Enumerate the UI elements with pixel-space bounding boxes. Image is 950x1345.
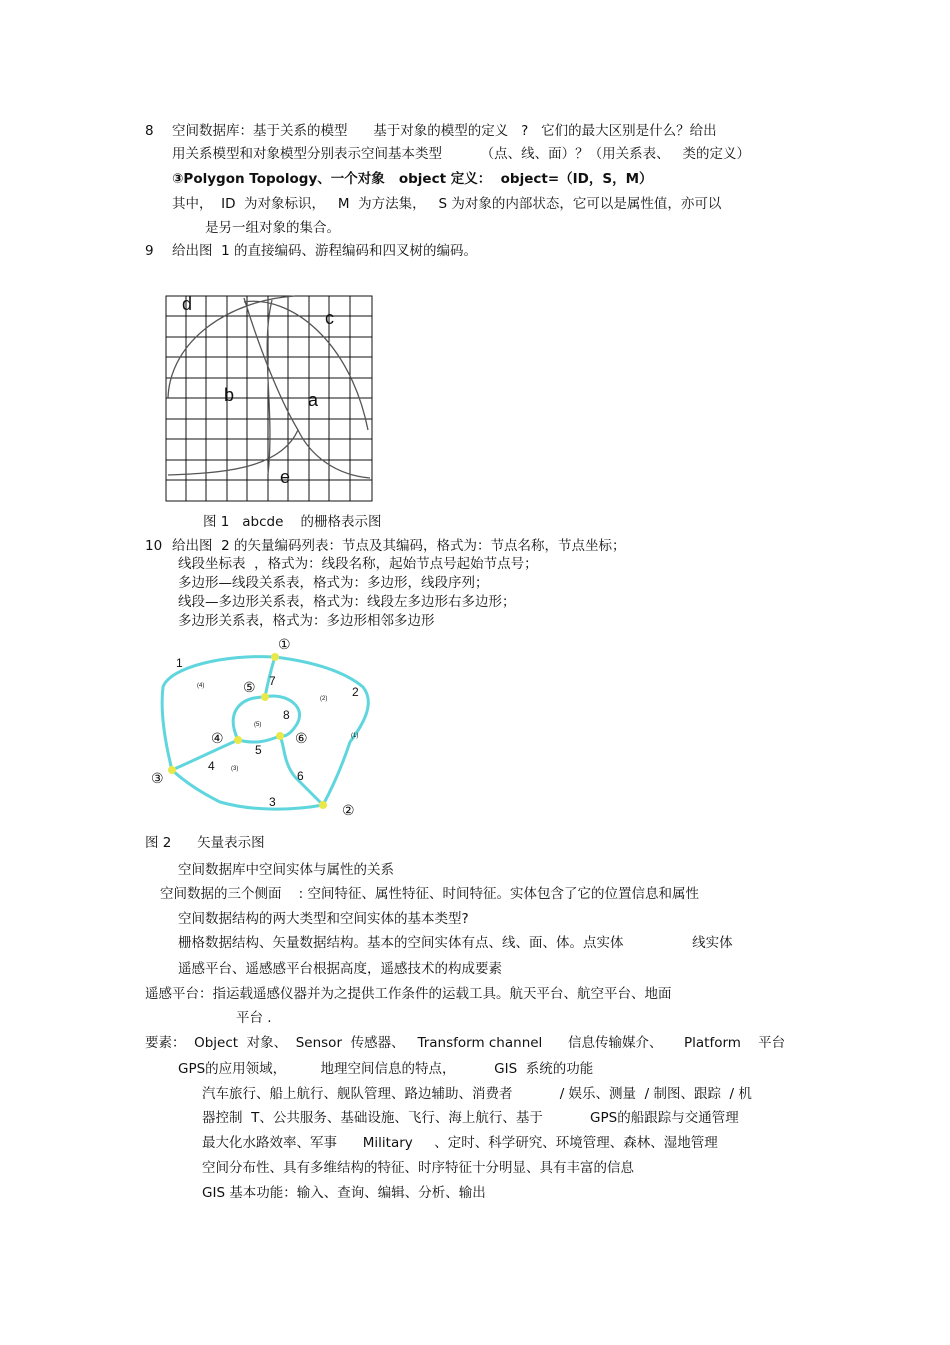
q8-line-3: ③Polygon Topology、一个对象 object 定义： object=（ID，S，M） [172,171,653,187]
node-label-2: ② [342,802,355,818]
q8-number: 8 [145,123,154,139]
notes-line-7: 平台 . [236,1010,272,1026]
figure-2-caption: 图 2 矢量表示图 [145,835,265,851]
node-label-3: ③ [151,770,164,786]
raster-grid-svg [160,290,380,510]
region-label-b: b [224,385,235,405]
segment-label-6: 6 [297,769,304,783]
q8-line-4: 其中， ID 为对象标识， M 为方法集， S 为对象的内部状态，它可以是属性值，亦可以 [172,196,722,212]
node-label-1: ① [278,636,291,652]
segment-label-7: 7 [269,674,276,688]
q10-line-5: 多边形关系表，格式为：多边形相邻多边形 [178,613,435,629]
node-label-4: ④ [211,730,224,746]
notes-line-5: 遥感平台、遥感感平台根据高度，遥感技术的构成要素 [178,961,502,977]
segment-label-4: 4 [208,759,215,773]
segment-label-1: 1 [176,656,183,670]
notes-line-3: 空间数据结构的两大类型和空间实体的基本类型? [178,911,469,927]
segment-label-5: 5 [255,743,262,757]
notes-line-11: 器控制 T、公共服务、基础设施、飞行、海上航行、基于 GPS的船跟踪与交通管理 [202,1110,739,1126]
polygon-label-5: (5) [254,722,262,728]
segment-label-8: 8 [283,708,290,722]
polygon-label-3: (3) [231,766,239,772]
region-label-c: c [325,308,334,328]
q10-number: 10 [145,538,163,554]
notes-line-14: GIS 基本功能：输入、查询、编辑、分析、输出 [202,1185,486,1201]
region-label-e: e [280,467,291,487]
notes-line-12: 最大化水路效率、军事 Military 、定时、科学研究、环境管理、森林、湿地管理 [202,1135,718,1151]
notes-line-13: 空间分布性、具有多维结构的特征、时序特征十分明显、具有丰富的信息 [202,1160,634,1176]
polygon-label-4: (4) [197,683,205,689]
notes-line-6: 遥感平台：指运载遥感仪器并为之提供工作条件的运载工具。航天平台、航空平台、地面 [145,986,672,1002]
notes-line-2: 空间数据的三个侧面 : 空间特征、属性特征、时间特征。实体包含了它的位置信息和属性 [160,886,700,902]
q10-line-4: 线段—多边形关系表，格式为：线段左多边形右多边形； [178,594,516,610]
region-label-d: d [182,294,193,314]
node-label-6: ⑥ [295,730,308,746]
segment-label-3: 3 [269,795,276,809]
notes-line-10: 汽车旅行、船上航行、舰队管理、路边辅助、消费者 / 娱乐、测量 / 制图、跟踪 / 机 [202,1086,752,1102]
polygon-label-1: (1) [351,733,359,739]
figure-1-caption: 图 1 abcde 的栅格表示图 [203,514,382,530]
figure-2-vector-diagram [145,632,385,824]
q8-line-1: 空间数据库：基于关系的模型 基于对象的模型的定义 ? 它们的最大区别是什么？给出 [172,123,717,139]
q8-line-2: 用关系模型和对象模型分别表示空间基本类型 （点、线、面）？（用关系表、 类的定义） [172,146,750,162]
notes-line-1: 空间数据库中空间实体与属性的关系 [178,862,394,878]
q10-line-2: 线段坐标表 ，格式为：线段名称，起始节点号起始节点号； [178,556,538,572]
segment-label-2: 2 [352,685,359,699]
q9-text: 给出图 1 的直接编码、游程编码和四叉树的编码。 [172,243,477,259]
notes-line-4: 栅格数据结构、矢量数据结构。基本的空间实体有点、线、面、体。点实体 线实体 [178,935,733,951]
q10-line-1: 给出图 2 的矢量编码列表：节点及其编码，格式为：节点名称，节点坐标； [172,538,626,554]
q10-line-3: 多边形—线段关系表，格式为：多边形，线段序列； [178,575,489,591]
figure-1-raster-grid [160,290,380,510]
notes-line-9: GPS的应用领域， 地理空间信息的特点， GIS 系统的功能 [178,1061,594,1077]
q8-line-5: 是另一组对象的集合。 [205,220,340,236]
polygon-label-2: (2) [320,696,328,702]
node-label-5: ⑤ [243,679,256,695]
region-label-a: a [308,390,319,410]
notes-line-8: 要素： Object 对象、 Sensor 传感器、 Transform channel 信息传输媒介、 Platform 平台 [145,1035,786,1051]
q9-number: 9 [145,243,154,259]
